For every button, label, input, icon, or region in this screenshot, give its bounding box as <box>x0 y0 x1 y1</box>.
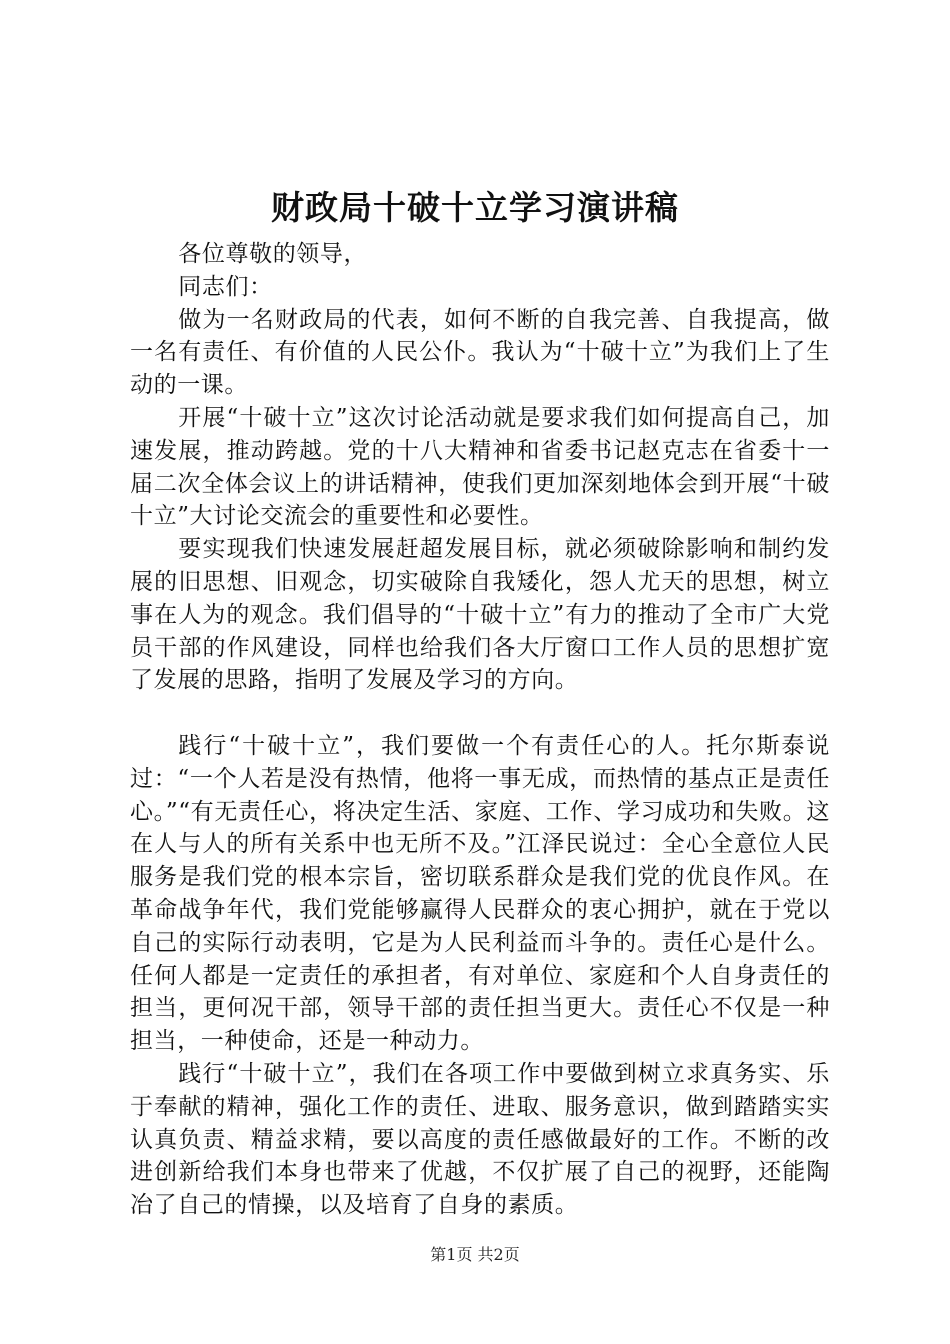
body-paragraph: 开展“十破十立”这次讨论活动就是要求我们如何提高自己，加速发展，推动跨越。党的十八大精神和省委书记赵克志在省委十一届二次全体会议上的讲话精神，使我们更加深刻地体会到开展“十破十立”大讨论交流会的重要性和必要性。 <box>130 404 830 530</box>
body-paragraph: 践行“十破十立”，我们在各项工作中要做到树立求真务实、乐于奉献的精神，强化工作的责任、进取、服务意识，做到踏踏实实认真负责、精益求精，要以高度的责任感做最好的工作。不断的改进创新给我们本身也带来了优越，不仅扩展了自己的视野，还能陶冶了自己的情操，以及培育了自身的素质。 <box>130 1060 830 1219</box>
salutation-comrades: 同志们： <box>178 273 273 300</box>
body-paragraph: 践行“十破十立”，我们要做一个有责任心的人。托尔斯泰说过：“一个人若是没有热情，他将一事无成，而热情的基点正是责任心。”“有无责任心，将决定生活、家庭、工作、学习成功和失败。这在人与人的所有关系中也无所不及。”江泽民说过：全心全意位人民服务是我们党的根本宗旨，密切联系群众是我们党的优良作风。在革命战争年代，我们党能够赢得人民群众的衷心拥护，就在于党以自己的实际行动表明，它是为人民利益而斗争的。责任心是什么。任何人都是一定责任的承担者，有对单位、家庭和个人自身责任的担当，更何况干部，领导干部的责任担当更大。责任心不仅是一种担当，一种使命，还是一种动力。 <box>130 732 830 1055</box>
page-footer: 第1页 共2页 <box>430 1245 520 1264</box>
salutation-leaders: 各位尊敬的领导， <box>178 241 368 267</box>
body-paragraph: 要实现我们快速发展赶超发展目标，就必须破除影响和制约发展的旧思想、旧观念，切实破除自我矮化，怨人尤天的思想，树立事在人为的观念。我们倡导的“十破十立”有力的推动了全市广大党员干部的作风建设，同样也给我们各大厅窗口工作人员的思想扩宽了发展的思路，指明了发展及学习的方向。 <box>130 536 830 694</box>
document-body <box>130 238 830 1222</box>
body-paragraph: 做为一名财政局的代表，如何不断的自我完善、自我提高，做一名有责任、有价值的人民公仆。我认为“十破十立”为我们上了生动的一课。 <box>130 306 830 399</box>
document-title: 财政局十破十立学习演讲稿 <box>271 188 679 227</box>
